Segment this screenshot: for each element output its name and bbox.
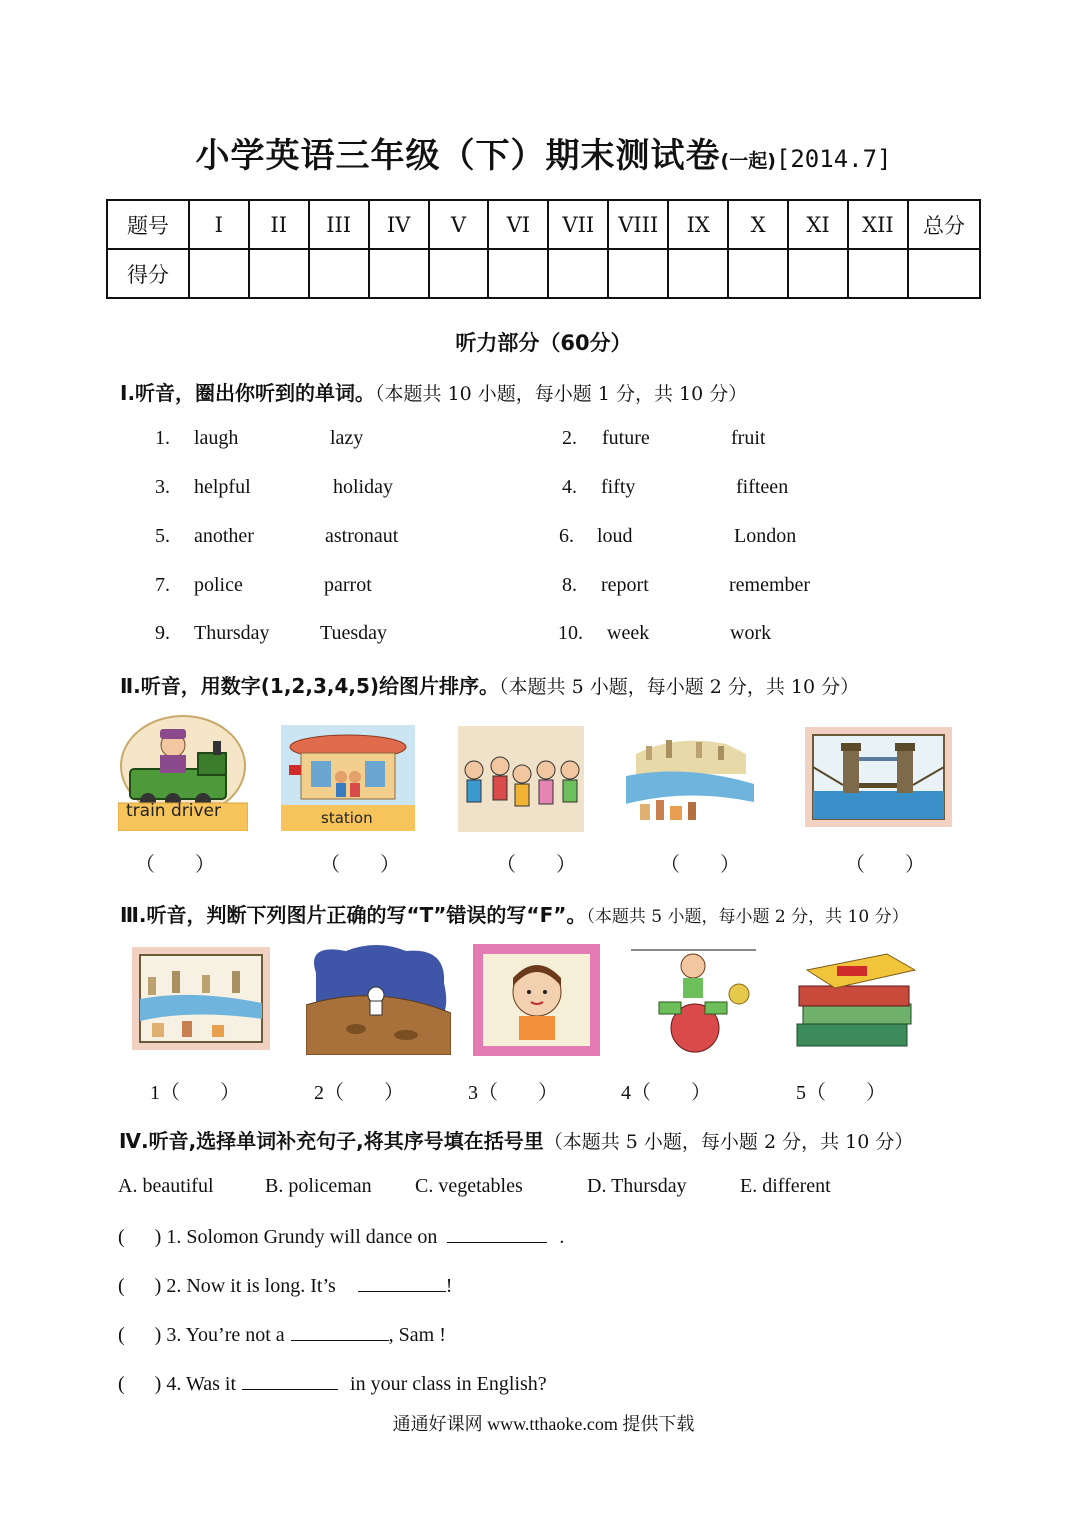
section-4-note: （本题共 5 小题，每小题 2 分，共 10 分） [543,1131,914,1153]
fill-question-1 [118,1224,564,1249]
picture-label-station: station [321,809,373,827]
word-option[interactable]: police [194,574,243,596]
item-number: 3. [155,476,170,498]
section-3-heading [120,899,909,928]
score-cell[interactable] [848,249,908,298]
word-option[interactable]: report [601,574,649,596]
score-col-3: III [309,200,369,249]
score-cell[interactable] [189,249,249,298]
word-option[interactable]: loud [597,525,633,547]
picture-tower-bridge [805,727,952,827]
picture-city-river [626,724,754,832]
word-choice-b: B. policeman [265,1175,372,1197]
fill-blank[interactable] [291,1322,389,1341]
word-option[interactable]: astronaut [325,525,399,547]
item-number: 2. [562,427,577,449]
answer-blank[interactable]: （ ） [160,1082,240,1104]
picture-children [458,726,584,832]
word-choice-e: E. different [740,1175,831,1197]
item-number: 6. [559,525,574,547]
fill-question-4 [118,1371,547,1396]
score-cell[interactable] [608,249,668,298]
score-cell[interactable] [488,249,548,298]
word-option[interactable]: lazy [330,427,364,449]
score-col-12: XII [848,200,908,249]
word-option[interactable]: work [730,622,772,644]
item-number: 7. [155,574,170,596]
score-col-10: X [728,200,788,249]
answer-paren-open[interactable]: ( [118,1226,125,1248]
score-col-1: I [189,200,249,249]
answer-paren-open[interactable]: ( [118,1275,125,1297]
score-cell[interactable] [429,249,489,298]
section-2-title: Ⅱ.听音，用数字(1,2,3,4,5)给图片排序。 [120,674,500,698]
judge-item-2 [314,1076,404,1105]
question-end: in your class in English? [350,1373,547,1395]
word-option[interactable]: laugh [194,427,239,449]
word-choice-a: A. beautiful [118,1175,214,1197]
score-cell[interactable] [728,249,788,298]
score-col-9: IX [668,200,728,249]
score-col-7: VII [548,200,608,249]
answer-blank[interactable]: （ ） [478,1082,558,1104]
fill-question-2 [118,1273,452,1298]
question-end: ! [445,1275,453,1297]
fill-blank[interactable] [358,1273,446,1292]
picture-drummer [631,944,756,1056]
answer-blank[interactable]: （ ） [660,854,740,876]
score-cell[interactable] [309,249,369,298]
judge-number: 1 [150,1082,160,1104]
judge-item-3 [468,1076,558,1105]
question-end: , Sam ! [388,1324,446,1346]
item-number: 9. [155,622,170,644]
item-number: 8. [562,574,577,596]
section-1-heading [120,377,747,406]
question-text: ) 4. Was it [154,1373,237,1395]
section-4-title: Ⅳ.听音,选择单词补充句子,将其序号填在括号里 [119,1129,544,1153]
title-sub: (一起) [720,150,776,172]
score-col-4: IV [369,200,429,249]
answer-blank[interactable]: （ ） [135,854,215,876]
title-main: 小学英语三年级（下）期末测试卷 [195,136,721,176]
listening-section-header: 听力部分（60分） [455,331,632,355]
judge-number: 4 [621,1082,631,1104]
picture-label-train-driver: train driver [126,801,221,821]
score-table-header-label: 题号 [107,200,189,249]
item-number: 1. [155,427,170,449]
score-total-header: 总分 [908,200,980,249]
score-cell[interactable] [548,249,608,298]
answer-paren-open[interactable]: ( [118,1373,125,1395]
section-3-title: Ⅲ.听音，判断下列图片正确的写“T”错误的写“F”。 [120,903,587,927]
score-total-cell[interactable] [908,249,980,298]
answer-blank[interactable]: （ ） [496,854,576,876]
item-number: 5. [155,525,170,547]
item-number: 10. [558,622,583,644]
section-1-title: Ⅰ.听音，圈出你听到的单词。 [120,381,376,405]
word-option[interactable]: fruit [731,427,766,449]
judge-item-4 [621,1076,711,1105]
word-option[interactable]: holiday [333,476,393,498]
answer-paren-open[interactable]: ( [118,1324,125,1346]
judge-number: 3 [468,1082,478,1104]
score-cell[interactable] [369,249,429,298]
answer-blank[interactable]: （ ） [631,1082,711,1104]
section-4-heading [119,1125,913,1154]
fill-blank[interactable] [242,1371,338,1390]
picture-astronaut-moon [306,943,451,1055]
answer-blank[interactable]: （ ） [806,1082,886,1104]
score-cell[interactable] [668,249,728,298]
word-choice-d: D. Thursday [587,1175,687,1197]
picture-city-framed [132,947,270,1050]
word-option[interactable]: remember [729,574,811,596]
section-2-heading [120,670,859,699]
word-option[interactable]: parrot [324,574,372,596]
question-text: ) 1. Solomon Grundy will dance on [154,1226,438,1248]
word-option[interactable]: London [734,525,797,547]
word-choice-c: C. vegetables [415,1175,523,1197]
picture-books [787,944,927,1056]
word-option[interactable]: Thursday [194,622,270,644]
picture-station [281,725,415,831]
word-option[interactable]: week [607,622,650,644]
word-option[interactable]: helpful [194,476,251,498]
page-footer: 通通好课网 www.tthaoke.com 提供下载 [392,1414,695,1434]
score-col-2: II [249,200,309,249]
picture-train-driver [118,711,248,831]
question-end: . [559,1226,565,1248]
score-col-5: V [429,200,489,249]
judge-item-5 [796,1076,886,1105]
section-2-note: （本题共 5 小题，每小题 2 分，共 10 分） [499,676,860,698]
question-text: ) 2. Now it is long. It’s [154,1275,336,1297]
score-row-label: 得分 [107,249,189,298]
title-date: [2014.7] [775,145,892,173]
score-cell[interactable] [788,249,848,298]
judge-item-1 [150,1076,240,1105]
answer-blank[interactable]: （ ） [320,854,400,876]
word-option[interactable]: Tuesday [320,622,388,644]
word-option[interactable]: another [194,525,254,547]
judge-number: 2 [314,1082,324,1104]
answer-blank[interactable]: （ ） [324,1082,404,1104]
page-title [0,128,1087,177]
answer-blank[interactable]: （ ） [845,854,925,876]
question-text: ) 3. You’re not a [154,1324,285,1346]
word-option[interactable]: fifteen [736,476,789,498]
section-1-note: （本题共 10 小题，每小题 1 分，共 10 分） [375,383,748,405]
score-col-6: VI [488,200,548,249]
word-option[interactable]: future [602,427,650,449]
score-cell[interactable] [249,249,309,298]
picture-girl-portrait [473,944,600,1056]
judge-number: 5 [796,1082,806,1104]
fill-question-3 [118,1322,446,1347]
score-col-11: XI [788,200,848,249]
score-col-8: VIII [608,200,668,249]
fill-blank[interactable] [447,1224,547,1243]
word-option[interactable]: fifty [601,476,636,498]
item-number: 4. [562,476,577,498]
section-3-note: （本题共 5 小题，每小题 2 分，共 10 分） [586,907,909,927]
score-table [106,199,981,299]
